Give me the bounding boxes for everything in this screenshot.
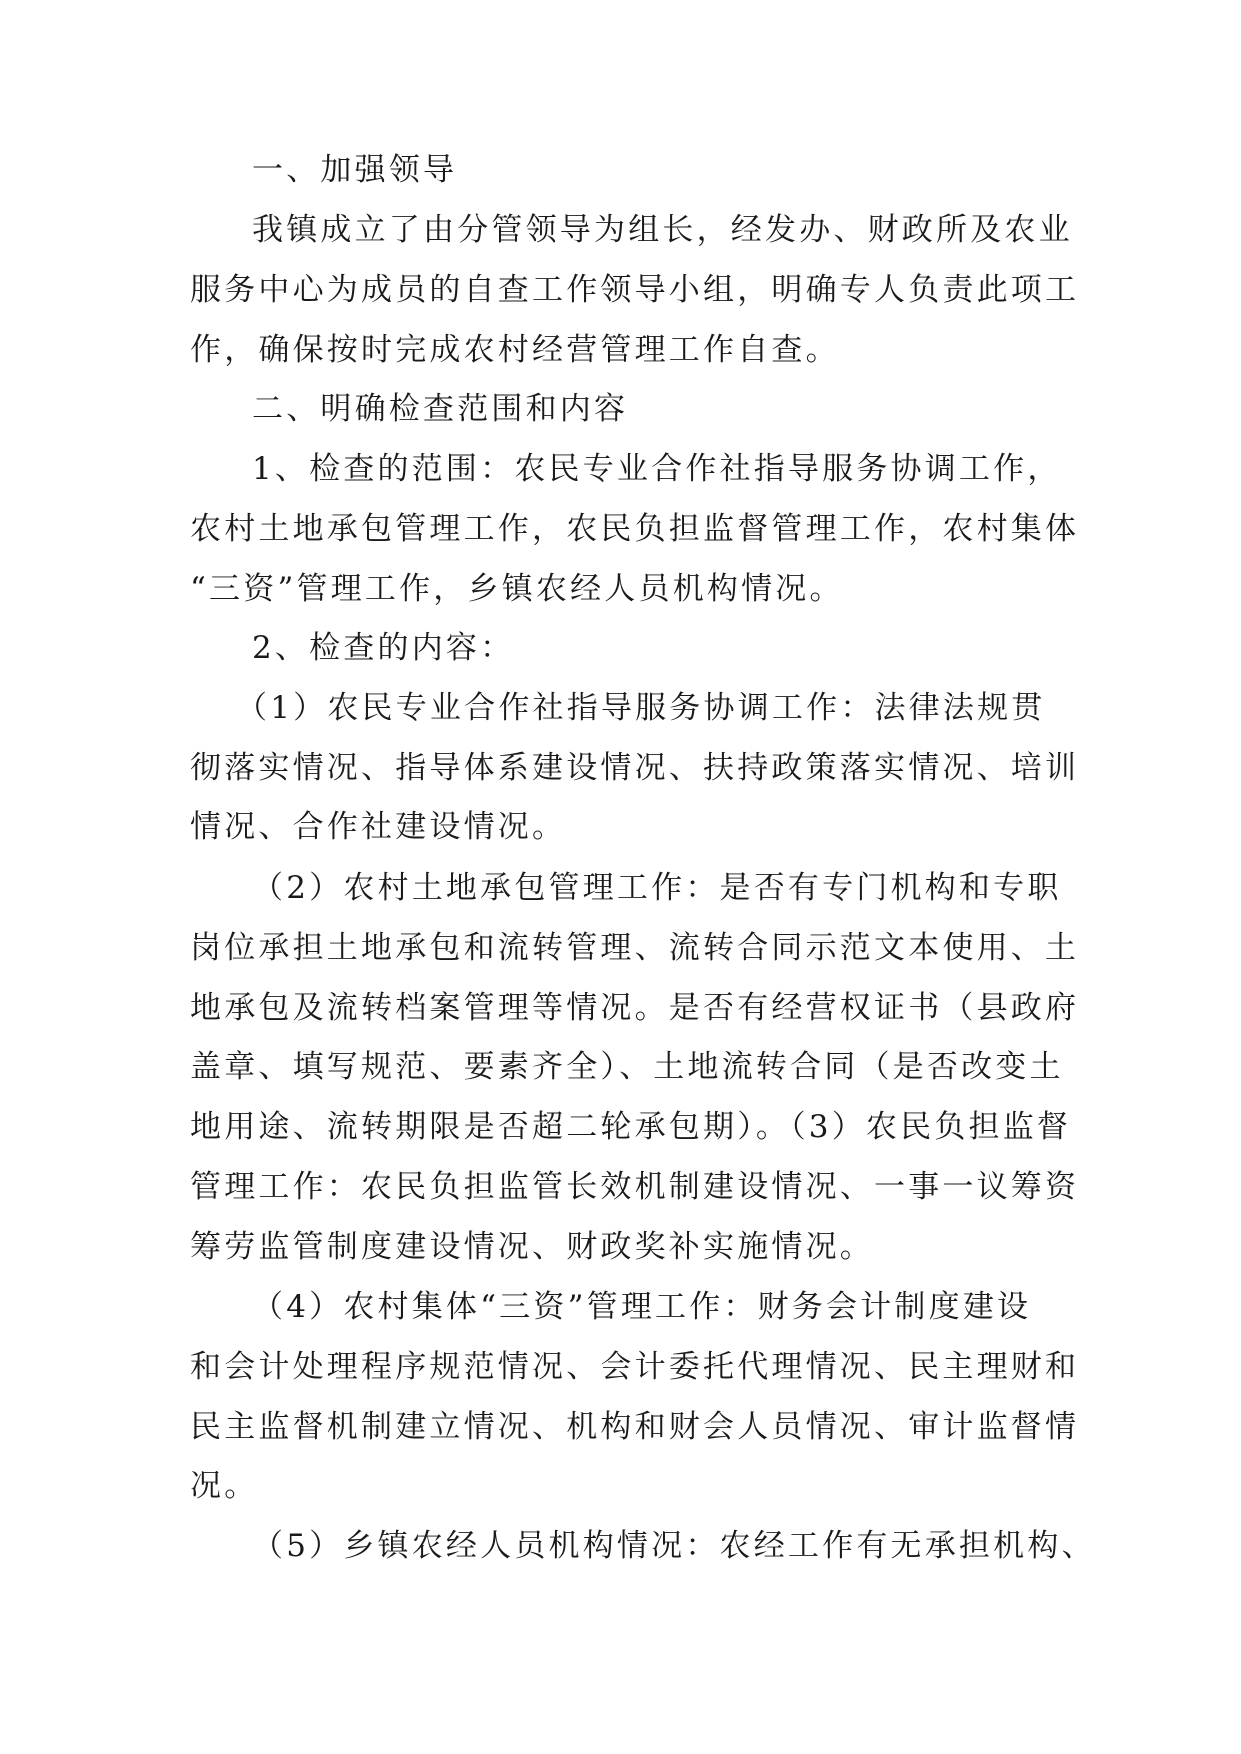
paragraph-line: 农村土地承包管理工作，农民负担监督管理工作，农村集体 [190, 511, 1080, 547]
paragraph-line: （2）农村土地承包管理工作：是否有专门机构和专职 [252, 870, 1062, 906]
paragraph-line: 管理工作：农民负担监管长效机制建设情况、一事一议筹资 [190, 1169, 1080, 1205]
paragraph-line: 情况、合作社建设情况。 [190, 809, 567, 845]
paragraph-line: （5）乡镇农经人员机构情况：农经工作有无承担机构、 [252, 1528, 1096, 1564]
paragraph-line: 民主监督机制建立情况、机构和财会人员情况、审计监督情 [190, 1409, 1080, 1445]
paragraph-line: 盖章、填写规范、要素齐全）、土地流转合同（是否改变土 [190, 1049, 1064, 1085]
section-heading-scope: 二、明确检查范围和内容 [252, 391, 629, 427]
paragraph-line: （1）农民专业合作社指导服务协调工作：法律法规贯 [236, 690, 1046, 726]
paragraph-line: （4）农村集体“三资”管理工作：财务会计制度建设 [252, 1289, 1032, 1325]
paragraph-line: 地承包及流转档案管理等情况。是否有经营权证书（县政府 [190, 990, 1080, 1026]
section-heading-leadership: 一、加强领导 [252, 152, 458, 188]
paragraph-line: 1、检查的范围：农民专业合作社指导服务协调工作， [252, 451, 1062, 487]
paragraph-line: 和会计处理程序规范情况、会计委托代理情况、民主理财和 [190, 1349, 1080, 1385]
paragraph-line: 我镇成立了由分管领导为组长，经发办、财政所及农业 [252, 212, 1073, 248]
paragraph-line: 作，确保按时完成农村经营管理工作自查。 [190, 332, 840, 368]
subheading-contents: 2、检查的内容： [252, 630, 515, 666]
paragraph-line: 筹劳监管制度建设情况、财政奖补实施情况。 [190, 1229, 874, 1265]
paragraph-line: “三资”管理工作，乡镇农经人员机构情况。 [190, 571, 844, 607]
paragraph-line: 况。 [190, 1468, 259, 1504]
paragraph-line: 岗位承担土地承包和流转管理、流转合同示范文本使用、土 [190, 930, 1080, 966]
paragraph-line: 彻落实情况、指导体系建设情况、扶持政策落实情况、培训 [190, 750, 1080, 786]
paragraph-line: 地用途、流转期限是否超二轮承包期）。（3）农民负担监督 [190, 1109, 1072, 1145]
paragraph-line: 服务中心为成员的自查工作领导小组，明确专人负责此项工 [190, 272, 1080, 308]
